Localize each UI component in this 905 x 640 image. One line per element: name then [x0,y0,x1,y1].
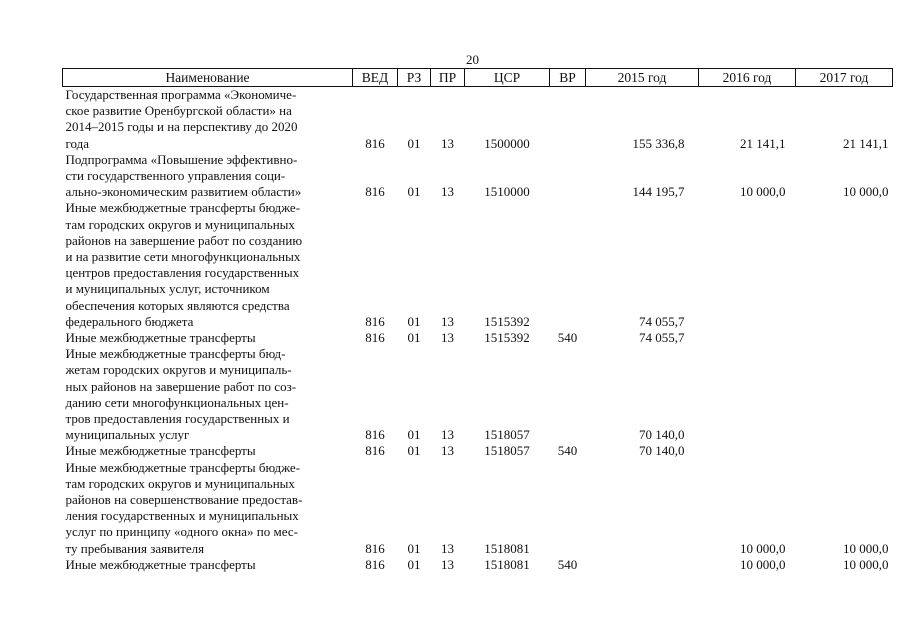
row-rz: 01 [407,427,421,443]
row-name-line: тров предоставления государственных и [65,411,290,427]
row-rz: 01 [407,135,421,151]
row-2017 [796,200,893,330]
row-name [63,460,353,557]
row-name-line: жетам городских округов и муниципаль- [65,362,292,378]
row-vr [550,152,586,201]
row-ved: 816 [365,556,385,572]
row-pr: 13 [441,313,454,329]
page-number: 20 [466,52,479,67]
row-ved: 816 [365,313,385,329]
row-name-line: Государственная программа «Экономиче- [65,87,297,102]
row-2015: 74 055,7 [639,330,685,346]
row-rz: 01 [407,184,421,200]
header-vr: ВР [550,69,586,87]
row-2017 [796,330,893,346]
row-name-line: услуг по принципу «одного окна» по мес- [65,524,298,540]
row-name-line: Иные межбюджетные трансферты бюдже- [65,200,301,216]
row-csr: 1518081 [484,556,530,572]
row-2015: 70 140,0 [639,427,685,443]
row-name-line: там городских округов и муниципальных [65,216,295,232]
row-ved: 816 [365,135,385,151]
header-csr: ЦСР [465,69,550,87]
row-ved: 816 [365,330,385,346]
table-row [63,460,893,557]
row-vr [550,460,586,557]
row-name [63,152,353,201]
row-name-line: ных районов на завершение работ по соз- [65,378,297,394]
row-2017 [796,346,893,443]
row-2016 [699,200,796,330]
row-name-line: и на развитие сети многофункциональных [65,249,301,265]
header-ved: ВЕД [353,69,398,87]
table-row [63,87,893,152]
table-body [63,87,893,574]
row-name [63,200,353,330]
budget-table [62,68,893,573]
row-name-line: 2014–2015 годы и на перспективу до 2020 [65,119,298,135]
row-name [63,346,353,443]
row-pr: 13 [441,540,454,556]
header-rz: РЗ [398,69,431,87]
row-name-line: Иные межбюджетные трансферты [65,556,256,572]
row-name [63,87,353,152]
row-name-line: обеспечения которых являются средства [65,297,290,313]
table-row [63,330,893,346]
row-2016 [699,443,796,459]
table-row [63,200,893,330]
row-vr: 540 [557,443,578,459]
table-row [63,152,893,201]
row-pr: 13 [441,427,454,443]
header-2015: 2015 год [586,69,699,87]
header-name: Наименование [63,69,353,87]
row-ved: 816 [365,540,385,556]
row-name-line: года [65,135,90,151]
row-2016: 10 000,0 [740,184,786,200]
row-2016: 10 000,0 [740,540,786,556]
row-name-line: ту пребывания заявителя [65,540,205,556]
row-name [63,443,353,459]
row-csr: 1500000 [484,135,530,151]
table-row [63,443,893,459]
row-vr [550,87,586,152]
row-csr: 1518057 [484,427,530,443]
row-name-line: сти государственного управления соци- [65,168,286,184]
row-csr: 1515392 [484,330,530,346]
row-ved: 816 [365,443,385,459]
row-2017: 21 141,1 [843,135,889,151]
row-vr: 540 [557,330,578,346]
row-csr: 1518081 [484,540,530,556]
row-name-line: данию сети многофункциональных цен- [65,394,289,410]
row-name-line: ское развитие Оренбургской области» на [65,103,292,119]
row-csr: 1518057 [484,443,530,459]
row-name-line: муниципальных услуг [65,427,190,443]
row-name-line: Подпрограмма «Повышение эффективно- [65,151,298,167]
row-ved: 816 [365,184,385,200]
row-name-line: Иные межбюджетные трансферты бюд- [65,346,286,362]
row-name-line: районов на совершенствование предостав- [65,492,303,508]
row-name-line: и муниципальных услуг, источником [65,281,270,297]
row-name-line: районов на завершение работ по созданию [65,232,303,248]
row-name-line: там городских округов и муниципальных [65,475,295,491]
row-2015: 74 055,7 [639,313,685,329]
row-2015: 155 336,8 [632,135,685,151]
row-rz: 01 [407,443,421,459]
row-2015 [586,557,699,573]
row-2017: 10 000,0 [843,184,889,200]
table-row [63,346,893,443]
row-2016 [699,330,796,346]
row-name [63,330,353,346]
header-pr: ПР [431,69,465,87]
header-2017: 2017 год [796,69,893,87]
table-header [63,69,893,87]
table-row [63,557,893,573]
row-name [63,557,353,573]
row-name-line: ления государственных и муниципальных [65,508,299,524]
row-name-line: Иные межбюджетные трансферты [65,443,256,459]
header-row [63,69,893,87]
row-rz: 01 [407,556,421,572]
row-2016: 10 000,0 [740,556,786,572]
row-vr: 540 [557,556,578,572]
row-ved: 816 [365,427,385,443]
row-csr: 1515392 [484,313,530,329]
row-csr: 1510000 [484,184,530,200]
row-rz: 01 [407,330,421,346]
row-2016: 21 141,1 [740,135,786,151]
row-name-line: Иные межбюджетные трансферты [65,330,256,346]
row-rz: 01 [407,540,421,556]
row-2017: 10 000,0 [843,540,889,556]
row-pr: 13 [441,135,454,151]
row-name-line: ально-экономическим развитием области» [65,184,302,200]
row-vr [550,346,586,443]
row-rz: 01 [407,313,421,329]
row-2015 [586,460,699,557]
row-vr [550,200,586,330]
row-pr: 13 [441,556,454,572]
row-name-line: федерального бюджета [65,313,194,329]
row-2015: 70 140,0 [639,443,685,459]
row-name-line: центров предоставления государственных [65,265,300,281]
row-pr: 13 [441,443,454,459]
row-2017 [796,443,893,459]
row-2017: 10 000,0 [843,556,889,572]
header-2016: 2016 год [699,69,796,87]
row-pr: 13 [441,184,454,200]
row-name-line: Иные межбюджетные трансферты бюдже- [65,459,301,475]
row-pr: 13 [441,330,454,346]
row-2015: 144 195,7 [632,184,685,200]
row-2016 [699,346,796,443]
